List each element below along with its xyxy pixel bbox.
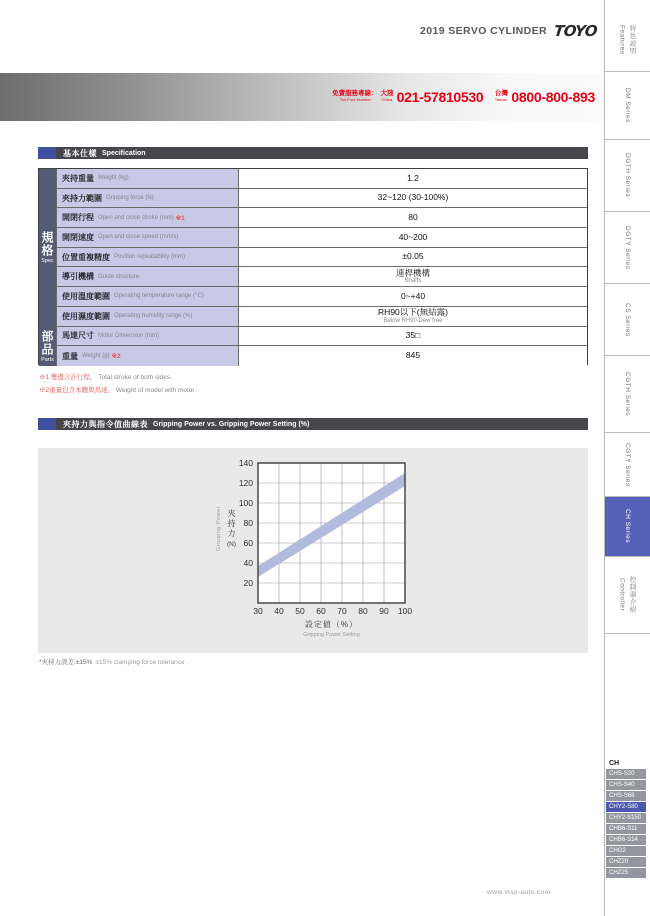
tab-cs-series[interactable] xyxy=(605,284,650,356)
row-label xyxy=(57,346,239,366)
row-label-zh: 使用濕度範圍 xyxy=(62,311,110,321)
table-row xyxy=(39,189,587,209)
toll-free-label: 免費服務專線： Toll-Free Number xyxy=(332,90,378,102)
spec-table xyxy=(38,168,588,365)
phone-china: 021-57810530 xyxy=(396,89,484,105)
tab-label-en: DGTH Series xyxy=(624,153,631,198)
svg-text:50: 50 xyxy=(295,606,305,616)
model-item-chs-s20[interactable]: CHS-S20 xyxy=(606,769,646,779)
svg-text:70: 70 xyxy=(337,606,347,616)
table-group-spec xyxy=(39,169,57,327)
row-label-en: Guide structure xyxy=(98,273,140,280)
row-label-zh: 夾持重量 xyxy=(62,173,94,183)
chart-tolerance-note: *夾持力誤差:±15% ±15% clamping force tolerance . xyxy=(39,659,189,666)
group-label-zh: 規格 xyxy=(40,231,54,258)
row-label-en: Operating humidity range (%) xyxy=(114,313,193,320)
tab-label-en: CGTH Series xyxy=(624,371,631,417)
section-accent-block xyxy=(38,418,56,430)
chart-y-axis-label: Gripping Power 夾持力 (N) xyxy=(216,506,237,551)
row-label xyxy=(57,267,239,286)
model-item-chb6-s14[interactable]: CHB6-S14 xyxy=(606,835,646,845)
row-label xyxy=(57,307,239,326)
page-header xyxy=(420,22,597,40)
tab-dm-series[interactable] xyxy=(605,72,650,140)
model-item-chs-s68[interactable]: CHS-S68 xyxy=(606,791,646,801)
table-row xyxy=(39,287,587,307)
svg-text:100: 100 xyxy=(397,606,413,616)
row-value xyxy=(239,267,587,286)
row-label xyxy=(57,228,239,247)
group-label-zh: 部品 xyxy=(40,329,54,356)
section-chart-title-zh: 夾持力與指令值曲線表 xyxy=(63,419,148,429)
model-item-chz20[interactable]: CHZ20 xyxy=(606,857,646,867)
row-value xyxy=(239,307,587,326)
section-spec-title-zh: 基本仕樣 xyxy=(63,148,97,158)
svg-text:80: 80 xyxy=(358,606,368,616)
row-value xyxy=(239,346,587,366)
row-label-en: Open and close stroke (mm) xyxy=(98,214,174,221)
svg-text:140: 140 xyxy=(238,458,253,468)
row-label-zh: 開閉速度 xyxy=(62,232,94,242)
tab-cgty-series[interactable] xyxy=(605,433,650,497)
row-label-zh: 導引機構 xyxy=(62,272,94,282)
tab-features[interactable] xyxy=(605,8,650,72)
model-item-chg2[interactable]: CHG2 xyxy=(606,846,646,856)
spec-footnote xyxy=(39,384,196,397)
footnote-zh: ※1 雙邊合計行程。 xyxy=(39,374,97,381)
tab-label-en: CS Series xyxy=(624,302,631,337)
table-row xyxy=(39,267,587,287)
svg-text:120: 120 xyxy=(238,478,253,488)
row-value-main: 1.2 xyxy=(407,172,419,183)
row-label-en: Position repeatability (mm) xyxy=(114,254,186,261)
row-value-main: 40~200 xyxy=(398,231,428,242)
tab-cgth-series[interactable] xyxy=(605,356,650,433)
row-label-en: Motor Dimension (mm) xyxy=(98,332,160,339)
group-label-en: Spec xyxy=(41,258,54,265)
spec-footnote xyxy=(39,371,196,384)
svg-text:30: 30 xyxy=(253,606,263,616)
tab-ch-series[interactable] xyxy=(605,497,650,557)
table-row xyxy=(39,228,587,248)
model-item-chz25[interactable]: CHZ25 xyxy=(606,868,646,878)
toll-free-bar xyxy=(0,73,604,121)
svg-text:40: 40 xyxy=(274,606,284,616)
svg-text:60: 60 xyxy=(243,538,253,548)
row-value xyxy=(239,287,587,306)
row-value-main: ±0.05 xyxy=(402,251,424,262)
toyo-logo: TOYO xyxy=(553,22,598,40)
section-accent-block xyxy=(38,147,56,159)
row-value xyxy=(239,169,587,188)
row-label-zh: 使用溫度範圍 xyxy=(62,291,110,301)
tab-dgty-series[interactable] xyxy=(605,212,650,284)
row-value-main: 845 xyxy=(405,350,421,361)
tab-label-en: Features xyxy=(618,24,626,55)
footnote-en: Total stroke of both sides. xyxy=(96,374,172,381)
tab-dgth-series[interactable] xyxy=(605,140,650,212)
phone-taiwan: 0800-800-893 xyxy=(511,89,595,105)
region-china: 大陸 China xyxy=(380,90,394,102)
table-group-parts xyxy=(39,327,57,366)
model-list-header: CH xyxy=(609,760,620,767)
row-label xyxy=(57,287,239,306)
footnote-mark: ※1 xyxy=(175,214,185,222)
model-item-chy2-s150[interactable]: CHY2-S150 xyxy=(606,813,646,823)
row-label-en: Operating temperature range (°C) xyxy=(114,293,204,300)
footnote-zh: ※2重量包含本體與馬達。 xyxy=(39,387,115,394)
section-chart-title-en: Gripping Power vs. Gripping Power Setting (%) xyxy=(153,420,310,428)
row-label-zh: 重量 xyxy=(62,351,78,361)
row-label-en: Weight (g) xyxy=(82,353,110,360)
row-label xyxy=(57,169,239,188)
svg-text:20: 20 xyxy=(243,578,253,588)
row-label xyxy=(57,327,239,346)
spec-rows xyxy=(39,169,587,366)
tab-label-zh: 特色說明 xyxy=(628,24,636,55)
footer-url: www.viso-auto.com xyxy=(487,889,551,896)
row-label-zh: 開閉行程 xyxy=(62,213,94,223)
row-value-main: 35□ xyxy=(405,330,421,341)
row-label-zh: 夾持力範圍 xyxy=(62,193,102,203)
section-spec-header xyxy=(38,147,588,159)
svg-text:100: 100 xyxy=(238,498,253,508)
tab-label-en: Controller xyxy=(618,578,626,612)
row-label-zh: 馬達尺寸 xyxy=(62,331,94,341)
row-label-en: Gripping force (N) xyxy=(106,195,154,202)
section-spec-title-en: Specification xyxy=(102,149,146,157)
gripping-power-chart xyxy=(38,448,588,653)
tab-label-en: CGTY Series xyxy=(624,442,631,487)
region-taiwan: 台灣 Taiwan xyxy=(494,90,508,102)
model-item-chs-s40[interactable]: CHS-S40 xyxy=(606,780,646,790)
tab-label-zh: 控制器介紹 xyxy=(628,576,636,614)
svg-text:40: 40 xyxy=(243,558,253,568)
model-item-chy2-s80[interactable]: CHY2-S80 xyxy=(606,802,646,812)
tab-label-en: DM Series xyxy=(624,88,631,123)
row-value-sub: Shafts xyxy=(404,278,422,285)
model-item-chb6-s11[interactable]: CHB6-S11 xyxy=(606,824,646,834)
row-label xyxy=(57,248,239,267)
row-value-main: 連桿機構 xyxy=(395,267,430,278)
row-value-main: 80 xyxy=(408,212,418,223)
row-label-en: Open and close speed (mm/s) xyxy=(98,234,179,241)
row-value xyxy=(239,189,587,208)
svg-text:60: 60 xyxy=(316,606,326,616)
footnote-en: Weight of model with motor. xyxy=(114,387,197,394)
footnote-mark: ※2 xyxy=(111,353,121,361)
row-value-sub: Below RH90 Dew free xyxy=(383,317,443,324)
row-value-main: 0~+40 xyxy=(400,290,426,301)
row-label-zh: 位置重複精度 xyxy=(62,252,110,262)
svg-text:90: 90 xyxy=(379,606,389,616)
row-label xyxy=(57,208,239,227)
tab-label-en: CH Series xyxy=(624,509,631,544)
model-items xyxy=(606,769,646,878)
svg-text:80: 80 xyxy=(243,518,253,528)
toll-free-info xyxy=(332,89,595,105)
section-chart-header xyxy=(38,418,588,430)
table-row xyxy=(39,248,587,268)
table-row xyxy=(39,208,587,228)
table-row xyxy=(39,169,587,189)
row-label xyxy=(57,189,239,208)
row-value xyxy=(239,228,587,247)
model-list xyxy=(606,758,646,879)
row-value xyxy=(239,208,587,227)
row-value xyxy=(239,327,587,346)
row-value-main: 32~120 (30-100%) xyxy=(377,192,449,203)
tab-label-en: DGTY Series xyxy=(624,225,631,270)
group-label-en: Parts xyxy=(41,356,54,363)
row-value-main: RH90以下(無結露) xyxy=(378,307,448,318)
table-row xyxy=(39,307,587,327)
table-row xyxy=(39,327,587,347)
chart-x-axis-label: 設定値（%） Gripping Power Setting xyxy=(303,620,360,638)
table-row xyxy=(39,346,587,366)
header-title: 2019 SERVO CYLINDER xyxy=(419,25,548,37)
tab-controller[interactable] xyxy=(605,557,650,634)
spec-footnotes xyxy=(39,371,196,397)
row-label-en: Weight (kg) xyxy=(98,175,129,182)
row-value xyxy=(239,248,587,267)
